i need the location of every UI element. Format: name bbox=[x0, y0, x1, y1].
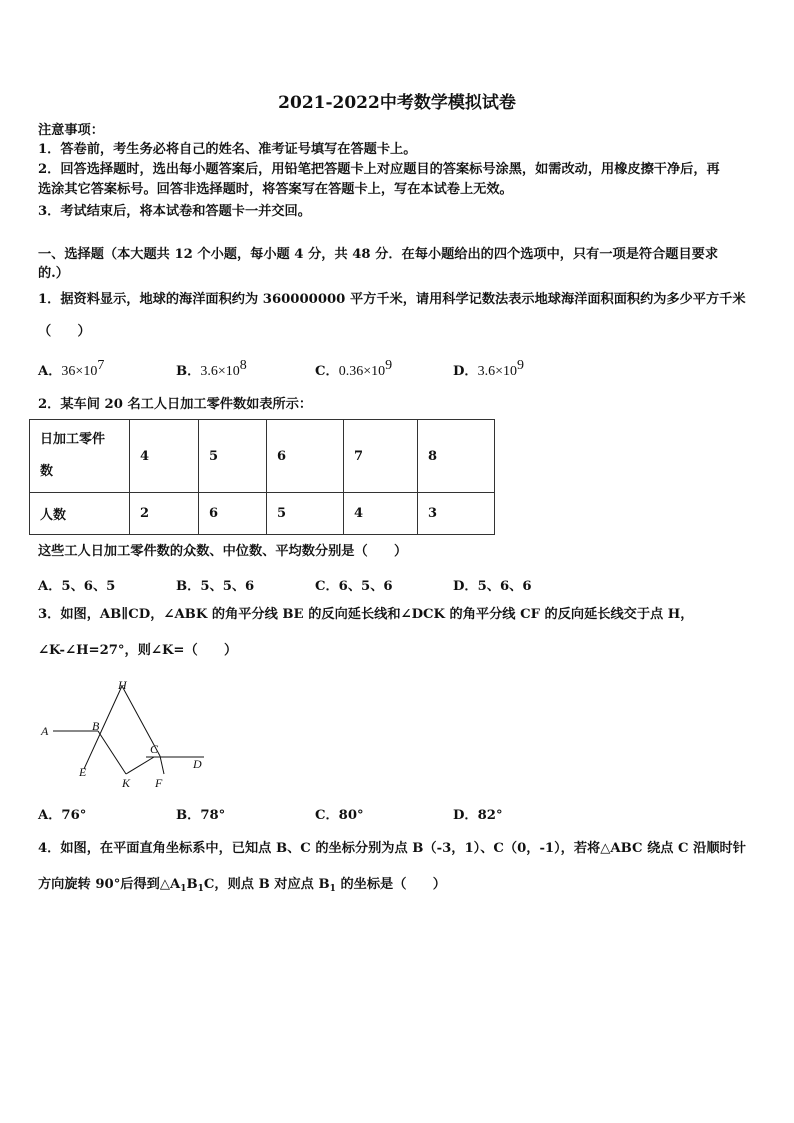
q1-option-c[interactable]: C．$0.36\times 10^9$ bbox=[315, 358, 393, 379]
table-header-cell: 人数 bbox=[30, 493, 130, 535]
q1-option-a[interactable]: A．$36\times 10^7$ bbox=[38, 358, 105, 379]
table-cell: 4 bbox=[130, 420, 199, 493]
q3-stem: 3．如图，AB∥CD，∠ABK 的角平分线 BE 的反向延长线和∠DCK 的角平分线 CF 的反向延长线交于点 H， bbox=[38, 607, 694, 622]
table-cell: 4 bbox=[344, 493, 418, 535]
line-kc bbox=[126, 757, 154, 774]
page-title: 2021-2022中考数学模拟试卷 bbox=[278, 93, 516, 113]
notice-item: 3．考试结束后，将本试卷和答题卡一并交回。 bbox=[38, 204, 311, 219]
table-cell: 3 bbox=[418, 493, 495, 535]
q2-option-d[interactable]: D．5、6、6 bbox=[453, 579, 532, 594]
notice-item: 选涂其它答案标号。回答非选择题时，将答案写在答题卡上，写在本试卷上无效。 bbox=[38, 182, 513, 197]
label-f: F bbox=[155, 776, 163, 790]
label-a: A bbox=[41, 724, 49, 738]
line-cf bbox=[160, 756, 164, 774]
q2-data-table bbox=[29, 419, 495, 535]
table-cell: 7 bbox=[344, 420, 418, 493]
q3-option-c[interactable]: C．80° bbox=[315, 808, 364, 823]
label-b: B bbox=[92, 719, 100, 733]
label-e: E bbox=[79, 765, 87, 779]
q3-option-d[interactable]: D．82° bbox=[453, 808, 503, 823]
q3-geometry-figure bbox=[36, 672, 226, 797]
section-heading: 一、选择题（本大题共 12 个小题，每小题 4 分，共 48 分．在每小题给出的四个选项中，只有一项是符合题目要求 bbox=[38, 247, 719, 262]
q4-question: 方向旋转 90°后得到$\triangle A_1B_1C$，则点 B 对应点 $B_1$ 的坐标是（ ） bbox=[38, 877, 446, 894]
table-row bbox=[30, 493, 495, 535]
q4-stem: 4．如图，在平面直角坐标系中，已知点 B、C 的坐标分别为点 B（-3，1）、C（0，-1），若将△ABC 绕点 C 沿顺时针 bbox=[38, 841, 746, 856]
q1-stem: 1．据资料显示，地球的海洋面积约为 360000000 平方千米，请用科学记数法表示地球海洋面积面积约为多少平方千米 bbox=[38, 292, 746, 307]
line-bk bbox=[98, 731, 126, 774]
q3-option-a[interactable]: A．76° bbox=[38, 808, 87, 823]
q1-option-b[interactable]: B．$3.6\times 10^8$ bbox=[176, 358, 247, 379]
section-heading-cont: 的.） bbox=[38, 266, 69, 281]
table-row bbox=[30, 420, 495, 493]
q2-question: 这些工人日加工零件数的众数、中位数、平均数分别是（ ） bbox=[38, 544, 408, 559]
q3-condition: ∠K-∠H=27°，则∠K=（ ） bbox=[38, 643, 238, 658]
q1-paren: （ ） bbox=[38, 324, 91, 339]
q2-stem: 2．某车间 20 名工人日加工零件数如表所示： bbox=[38, 397, 313, 412]
table-cell: 5 bbox=[267, 493, 344, 535]
table-cell: 6 bbox=[267, 420, 344, 493]
notice-item: 2．回答选择题时，选出每小题答案后，用铅笔把答题卡上对应题目的答案标号涂黑，如需改动，用橡皮擦干净后，再 bbox=[38, 162, 720, 177]
table-cell: 2 bbox=[130, 493, 199, 535]
label-k: K bbox=[122, 776, 131, 790]
q3-option-b[interactable]: B．78° bbox=[176, 808, 226, 823]
label-c: C bbox=[150, 742, 159, 756]
label-h: H bbox=[118, 678, 127, 692]
table-cell: 6 bbox=[199, 493, 267, 535]
q2-option-b[interactable]: B．5、5、6 bbox=[176, 579, 255, 594]
line-he bbox=[84, 686, 122, 769]
label-d: D bbox=[193, 757, 202, 771]
table-cell: 8 bbox=[418, 420, 495, 493]
table-cell: 5 bbox=[199, 420, 267, 493]
table-header-cell: 日加工零件 数 bbox=[30, 420, 130, 493]
q2-option-a[interactable]: A．5、6、5 bbox=[38, 579, 116, 594]
q2-option-c[interactable]: C．6、5、6 bbox=[315, 579, 393, 594]
notice-item: 1．答卷前，考生务必将自己的姓名、准考证号填写在答题卡上。 bbox=[38, 142, 417, 157]
q1-option-d[interactable]: D．$3.6\times 10^9$ bbox=[453, 358, 525, 379]
notice-heading: 注意事项： bbox=[38, 123, 104, 138]
